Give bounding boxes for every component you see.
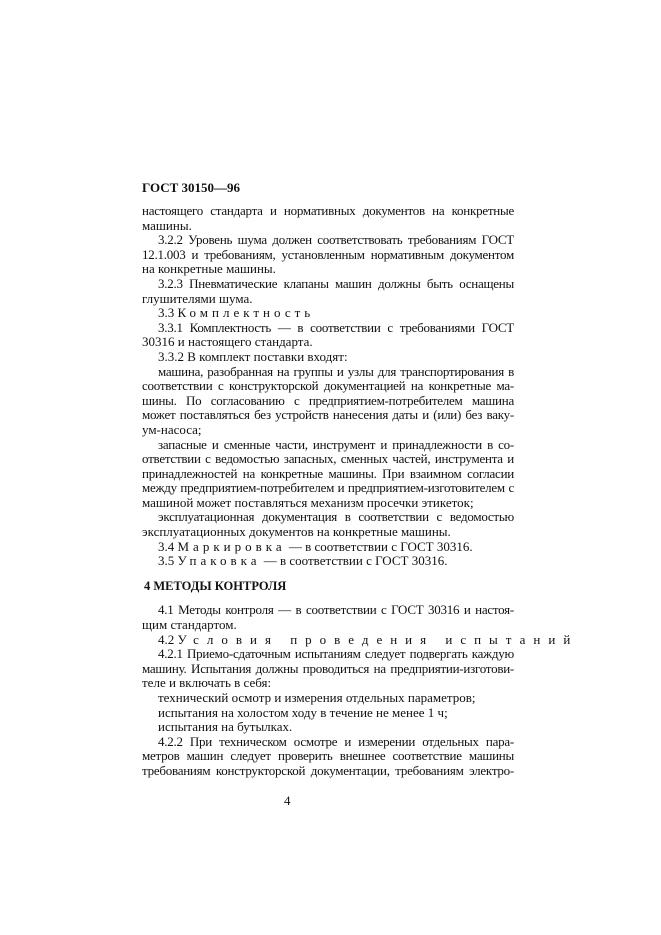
text-line [142,292,514,307]
text-line [142,365,514,380]
text-line [142,306,514,321]
line-text: 4.2.1 Приемо-сдаточным испытаниям следует подвергать каждую [158,646,514,662]
text-line [142,603,514,618]
line-text: испытания на холостом ходу в течение не менее 1 ч; [158,704,448,720]
line-text: принадлежностей на конкретные машины. При взаимном согласии [142,465,514,481]
line-text: настоящего стандарта и нормативных документов на конкретные [142,203,514,218]
text-line [142,335,514,350]
line-text: требованиям конструкторской документации, требованиям электро- [142,762,514,778]
line-text: эксплуатационных документов на конкретные машины. [142,524,451,540]
text-line [142,379,514,394]
line-text: 3.3.2 В комплект поставки входят: [158,348,348,364]
line-text: 4.2.2 При техническом осмотре и измерении отдельных пара- [158,733,514,749]
line-text: машиной может поставляться механизм просечки этикеток; [142,494,474,510]
line-text: машину. Испытания должны проводиться на предприятии-изготови- [142,660,514,676]
text-line [142,452,514,467]
text-line [142,510,514,525]
line-text: шины. По согласованию с предприятием-потребителем машина [142,392,514,408]
line-text: 3.2.3 Пневматические клапаны машин должны быть оснащены [158,275,514,291]
text-line [142,438,514,453]
text-line [142,749,514,764]
line-text: теле и включать в себя: [142,675,272,691]
line-text: соответствии с конструкторской документацией на конкретные ма- [142,378,514,394]
line-text: 30316 и настоящего стандарта. [142,334,313,350]
line-text: 3.3.1 Комплектность — в соответствии с требованиями ГОСТ [158,319,514,335]
text-line [142,525,514,540]
line-text: ум-насоса; [142,421,202,437]
text-line [142,467,514,482]
section-heading [142,579,514,594]
text-line [142,662,514,677]
text-line [142,481,514,496]
text-line [142,321,514,336]
text-line [142,720,514,735]
line-text: 4.1 Методы контроля — в соответствии с ГОСТ 30316 и настоя- [158,602,514,618]
line-text: на конкретные машины. [142,261,276,277]
text-line [142,408,514,423]
page-number: 4 [284,792,291,808]
text-line [142,262,514,277]
text-line [142,647,514,662]
text-line [142,540,514,555]
line-text: может поставляться без устройств нанесения даты и (или) без ваку- [142,407,514,423]
line-text: технический осмотр и измерения отдельных параметров; [158,690,476,705]
line-container [142,203,579,779]
text-line [142,496,514,511]
line-text: 12.1.003 и требованиям, установленным нормативным документом [142,246,514,262]
line-text: 3.3 [158,305,178,321]
line-text: глушителями шума. [142,290,253,306]
line-text-rest: — в соответствии с ГОСТ 30316. [260,553,448,569]
line-text: щим стандартом. [142,617,237,633]
text-line [142,394,514,409]
text-line [142,691,514,706]
spacer [142,569,514,579]
text-line [142,631,579,648]
text-line [142,735,514,750]
text-line [142,204,514,219]
line-text: метров машин следует проверить внешнее соответствие машины [142,748,514,764]
document-header: ГОСТ 30150—96 [142,180,241,195]
text-line [142,618,514,633]
text-line [142,233,514,248]
spaced-subheading: Упаковка [177,553,261,569]
text-line [142,764,514,779]
line-text: между предприятием-потребителем и предприятием-изготовителем с [142,480,514,496]
text-line [142,706,514,721]
text-line [142,350,514,365]
text-line [142,554,514,569]
document-body [142,203,579,808]
text-line [142,423,514,438]
text-line [142,219,514,234]
spaced-subheading: Маркировка [177,538,286,554]
spaced-subheading: Комплектность [177,305,315,321]
line-text: запасные и сменные части, инструмент и принадлежности в со- [158,436,514,452]
line-text: 3.4 [158,538,178,554]
spaced-subheading: Условия проведения испытаний [177,631,579,647]
line-text: испытания на бутылках. [158,719,293,735]
line-text: машины. [142,217,192,233]
line-text: ответствии с ведомостью запасных, сменных частей, инструмента и [142,451,514,467]
line-text: 3.5 [158,553,178,569]
line-text-rest: — в соответствии с ГОСТ 30316. [285,538,473,554]
line-text: 4.2 [158,631,178,647]
line-text: 3.2.2 Уровень шума должен соответствовать требованиям ГОСТ [158,232,514,248]
line-text: эксплуатационная документация в соответствии с ведомостью [158,509,514,525]
line-text: 4 МЕТОДЫ КОНТРОЛЯ [144,578,287,593]
text-line [142,676,514,691]
text-line [142,248,514,263]
line-text: машина, разобранная на группы и узлы для транспортирования в [158,363,514,379]
text-line [142,277,514,292]
